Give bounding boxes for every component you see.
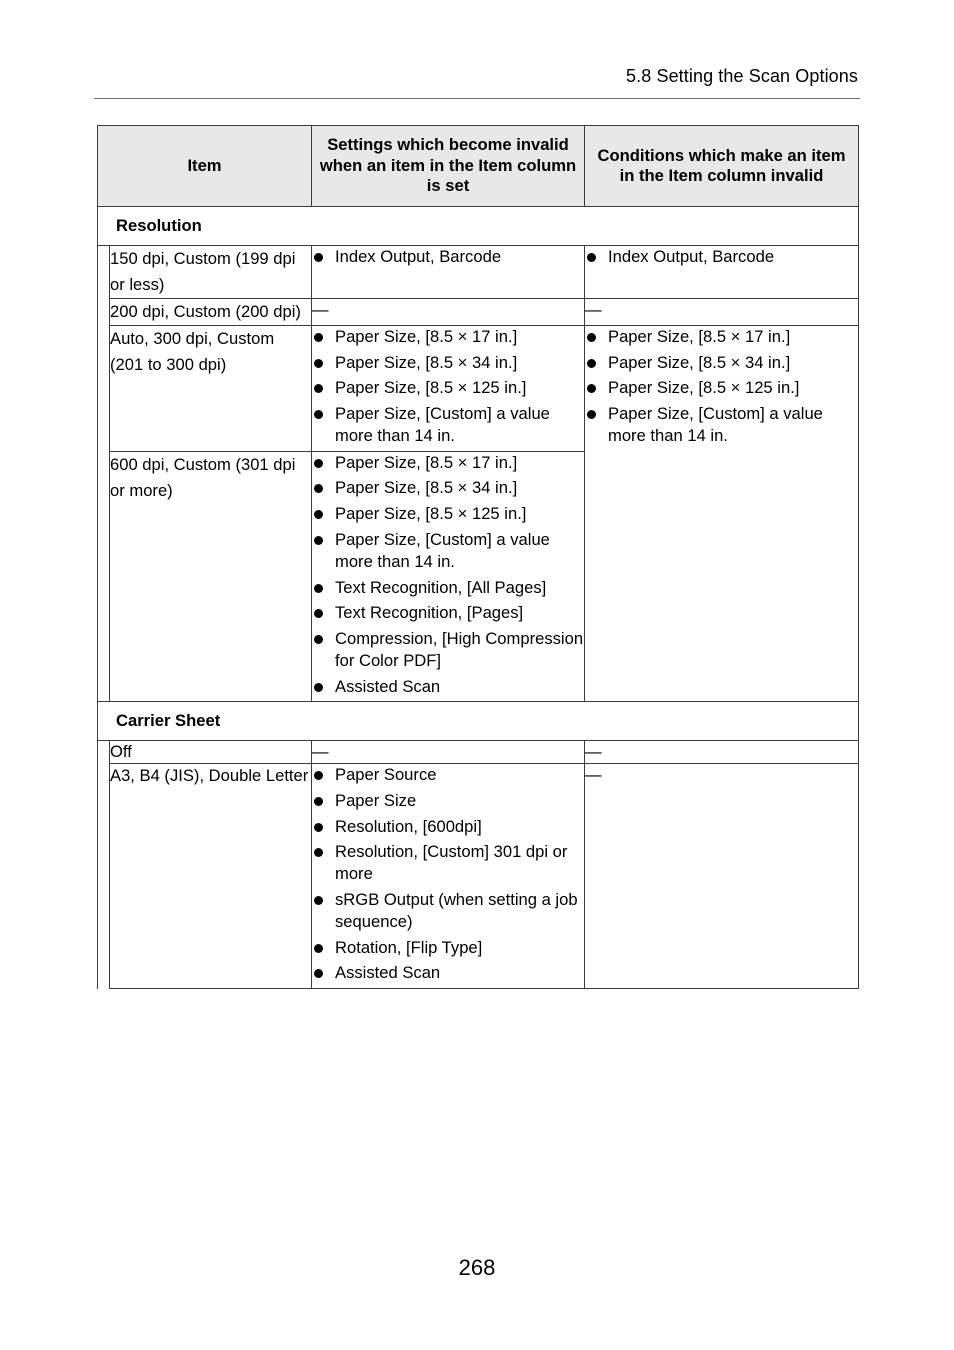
section-row-carrier-sheet xyxy=(98,702,859,741)
running-header: 5.8 Setting the Scan Options xyxy=(626,66,858,86)
item-cell: Auto, 300 dpi, Custom (201 to 300 dpi) xyxy=(110,326,312,452)
bullet-item: Paper Size, [8.5 × 125 in.] xyxy=(585,377,858,399)
scan-options-table xyxy=(97,125,859,989)
bullet-item: Paper Size, [8.5 × 125 in.] xyxy=(312,377,584,399)
item-cell: Off xyxy=(110,741,312,764)
settings-cell xyxy=(312,326,585,452)
table-row xyxy=(98,246,859,299)
item-cell: 200 dpi, Custom (200 dpi) xyxy=(110,299,312,326)
bullet-item: Resolution, [Custom] 301 dpi or more xyxy=(312,841,584,885)
bullet-item: Index Output, Barcode xyxy=(585,246,858,268)
dash-placeholder: — xyxy=(312,300,329,319)
conditions-cell xyxy=(585,246,859,299)
bullet-item: Assisted Scan xyxy=(312,676,584,698)
item-cell: 150 dpi, Custom (199 dpi or less) xyxy=(110,246,312,299)
conditions-cell xyxy=(585,299,859,326)
conditions-cell xyxy=(585,326,859,702)
conditions-cell xyxy=(585,764,859,989)
dash-placeholder: — xyxy=(312,742,329,762)
row-gutter xyxy=(98,246,110,702)
table-header-row xyxy=(98,126,859,207)
section-row-resolution xyxy=(98,207,859,246)
section-title: Carrier Sheet xyxy=(98,702,859,741)
bullet-item: Paper Size, [8.5 × 17 in.] xyxy=(585,326,858,348)
bullet-item: Paper Size, [Custom] a value more than 14 in. xyxy=(312,529,584,573)
page-number: 268 xyxy=(458,1255,496,1280)
item-cell: 600 dpi, Custom (301 dpi or more) xyxy=(110,451,312,702)
bullet-item: Text Recognition, [Pages] xyxy=(312,602,584,624)
settings-cell xyxy=(312,764,585,989)
bullet-item: Paper Size, [8.5 × 17 in.] xyxy=(312,326,584,348)
settings-cell xyxy=(312,299,585,326)
table-row xyxy=(98,741,859,764)
conditions-cell xyxy=(585,741,859,764)
bullet-item: Paper Size, [8.5 × 125 in.] xyxy=(312,503,584,525)
column-header-conditions: Conditions which make an item in the Item column invalid xyxy=(585,126,859,207)
settings-cell xyxy=(312,741,585,764)
bullet-item: Paper Size, [8.5 × 34 in.] xyxy=(585,352,858,374)
dash-placeholder: — xyxy=(585,300,602,319)
bullet-item: Rotation, [Flip Type] xyxy=(312,937,584,959)
dash-placeholder: — xyxy=(585,742,602,762)
table-row xyxy=(98,764,859,989)
bullet-item: Paper Size xyxy=(312,790,584,812)
bullet-item: Resolution, [600dpi] xyxy=(312,816,584,838)
header-rule xyxy=(94,98,860,99)
section-title: Resolution xyxy=(98,207,859,246)
table-row xyxy=(98,299,859,326)
bullet-item: Compression, [High Compression for Color PDF] xyxy=(312,628,584,672)
bullet-item: Paper Source xyxy=(312,764,584,786)
bullet-item: Index Output, Barcode xyxy=(312,246,584,268)
column-header-item: Item xyxy=(98,126,312,207)
column-header-settings: Settings which become invalid when an item in the Item column is set xyxy=(312,126,585,207)
settings-cell xyxy=(312,451,585,702)
bullet-item: Paper Size, [Custom] a value more than 14 in. xyxy=(585,403,858,447)
dash-placeholder: — xyxy=(585,765,602,785)
bullet-item: Assisted Scan xyxy=(312,962,584,984)
bullet-item: Paper Size, [8.5 × 34 in.] xyxy=(312,477,584,499)
table-row xyxy=(98,326,859,452)
item-cell: A3, B4 (JIS), Double Letter xyxy=(110,764,312,989)
bullet-item: Paper Size, [Custom] a value more than 14 in. xyxy=(312,403,584,447)
bullet-item: Paper Size, [8.5 × 34 in.] xyxy=(312,352,584,374)
bullet-item: Text Recognition, [All Pages] xyxy=(312,577,584,599)
bullet-item: sRGB Output (when setting a job sequence) xyxy=(312,889,584,933)
settings-cell xyxy=(312,246,585,299)
bullet-item: Paper Size, [8.5 × 17 in.] xyxy=(312,452,584,474)
row-gutter xyxy=(98,741,110,989)
